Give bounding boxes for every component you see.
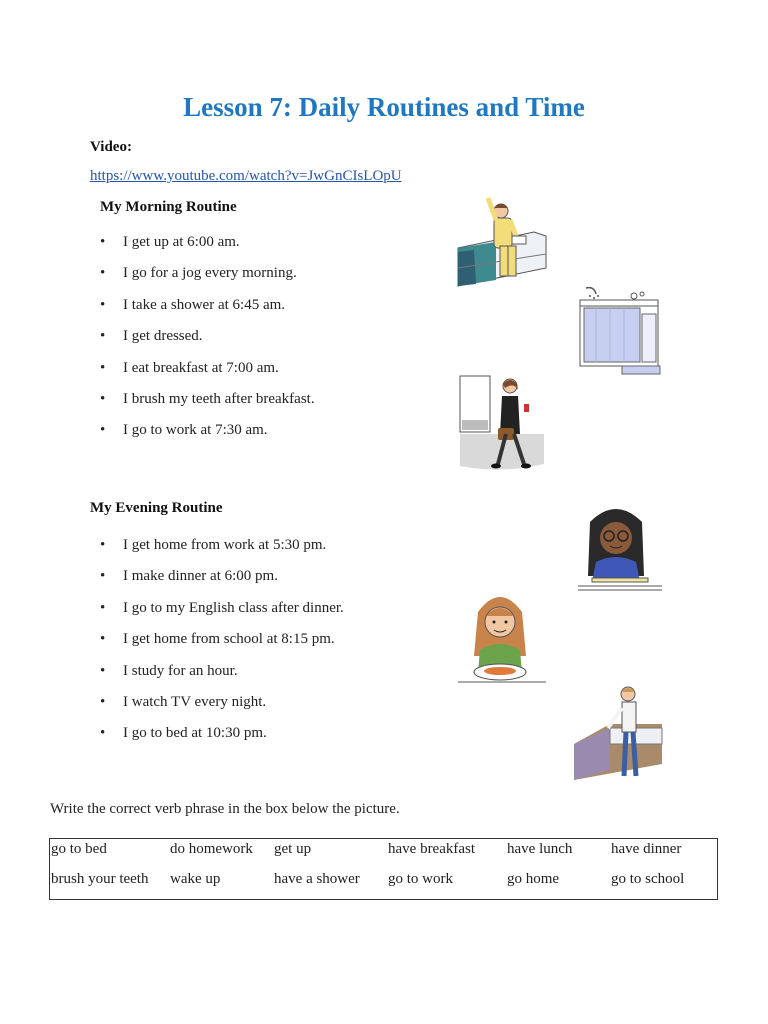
list-item: • I take a shower at 6:45 am. bbox=[100, 295, 315, 326]
dinner-illustration bbox=[456, 586, 548, 686]
page-title: Lesson 7: Daily Routines and Time bbox=[183, 92, 585, 122]
evening-routine-list bbox=[100, 535, 344, 755]
go-to-work-illustration bbox=[458, 374, 546, 474]
list-item: • I get dressed. bbox=[100, 326, 315, 357]
list-item: • I go to work at 7:30 am. bbox=[100, 420, 315, 451]
list-item: • I watch TV every night. bbox=[100, 692, 344, 723]
phrase-cell: go to bed bbox=[51, 841, 107, 857]
morning-routine-heading: My Morning Routine bbox=[100, 199, 237, 215]
phrase-cell: have dinner bbox=[611, 841, 682, 857]
evening-routine-heading: My Evening Routine bbox=[90, 500, 223, 516]
video-label: Video: bbox=[90, 139, 132, 155]
phrase-cell: have breakfast bbox=[388, 841, 476, 857]
phrase-cell: brush your teeth bbox=[51, 871, 149, 887]
phrase-cell: go to school bbox=[611, 871, 685, 887]
phrase-cell: go home bbox=[507, 871, 560, 887]
exercise-instruction: Write the correct verb phrase in the box below the picture. bbox=[50, 801, 400, 817]
list-item: • I get up at 6:00 am. bbox=[100, 232, 315, 263]
morning-routine-list bbox=[100, 232, 315, 452]
phrase-cell: go to work bbox=[388, 871, 453, 887]
list-item: • I eat breakfast at 7:00 am. bbox=[100, 358, 315, 389]
list-item: • I go to my English class after dinner. bbox=[100, 598, 344, 629]
phrase-cell: wake up bbox=[170, 871, 221, 887]
list-item: • I get home from work at 5:30 pm. bbox=[100, 535, 344, 566]
list-item: • I study for an hour. bbox=[100, 661, 344, 692]
phrase-cell: do homework bbox=[170, 841, 253, 857]
list-item: • I go for a jog every morning. bbox=[100, 263, 315, 294]
go-to-bed-illustration bbox=[570, 684, 664, 782]
phrase-cell: get up bbox=[274, 841, 312, 857]
list-item: • I go to bed at 10:30 pm. bbox=[100, 723, 344, 754]
shower-illustration bbox=[576, 284, 664, 376]
study-illustration bbox=[576, 502, 664, 592]
list-item: • I make dinner at 6:00 pm. bbox=[100, 566, 344, 597]
table-row bbox=[50, 839, 718, 870]
list-item: • I get home from school at 8:15 pm. bbox=[100, 629, 344, 660]
list-item: • I brush my teeth after breakfast. bbox=[100, 389, 315, 420]
phrase-cell: have a shower bbox=[274, 871, 360, 887]
video-link[interactable]: https://www.youtube.com/watch?v=JwGnCIsLOpU bbox=[90, 168, 402, 184]
verb-phrase-table bbox=[49, 838, 718, 900]
phrase-cell: have lunch bbox=[507, 841, 573, 857]
table-row bbox=[50, 869, 718, 900]
wake-up-illustration bbox=[456, 196, 548, 292]
